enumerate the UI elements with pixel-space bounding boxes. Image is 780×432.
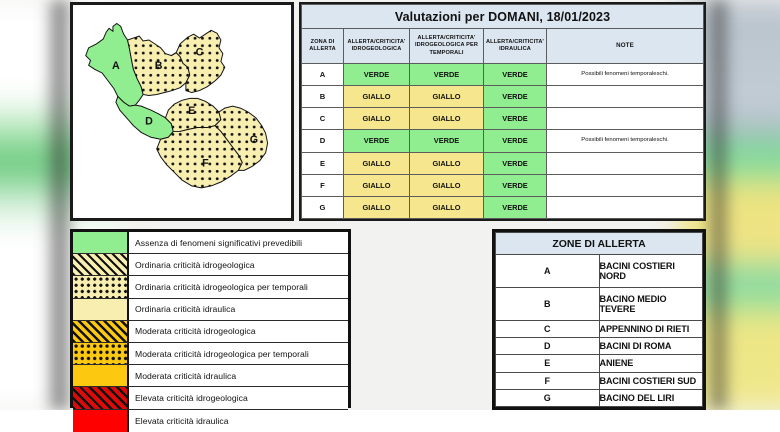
row-hydrogeological: GIALLO <box>344 108 410 130</box>
zone-name: ANIENE <box>599 355 703 372</box>
list-item <box>73 299 348 321</box>
zone-id: E <box>496 355 600 372</box>
row-zone: C <box>302 108 344 130</box>
row-hydrogeological: GIALLO <box>344 196 410 218</box>
alert-zones-table <box>495 232 703 407</box>
zone-name: BACINI COSTIERI SUD <box>599 372 703 389</box>
row-hydraulic: VERDE <box>484 86 547 108</box>
evaluation-table-panel <box>299 2 706 221</box>
legend-swatch-icon <box>73 232 129 253</box>
row-zone: G <box>302 196 344 218</box>
zone-id: B <box>496 287 600 320</box>
zone-id: D <box>496 338 600 355</box>
zone-id: C <box>496 320 600 337</box>
row-hydraulic: VERDE <box>484 174 547 196</box>
zone-id: G <box>496 389 600 406</box>
zone-name: BACINO DEL LIRI <box>599 389 703 406</box>
table-row <box>302 108 704 130</box>
row-hydrogeological-storms: VERDE <box>410 130 484 152</box>
evaluation-table <box>301 4 704 219</box>
legend-label: Ordinaria criticità idraulica <box>129 299 348 320</box>
zones-title: ZONE DI ALLERTA <box>496 233 703 255</box>
legend-swatch-icon <box>73 343 129 364</box>
header-hydraulic: ALLERTA/CRITICITA' IDRAULICA <box>484 29 547 64</box>
row-notes <box>547 174 704 196</box>
map-svg <box>73 5 291 218</box>
table-row <box>496 389 703 406</box>
alert-zones-panel <box>492 229 706 410</box>
row-hydrogeological: VERDE <box>344 64 410 86</box>
list-item <box>73 254 348 276</box>
row-hydrogeological: VERDE <box>344 130 410 152</box>
row-notes <box>547 86 704 108</box>
right-edge-shadow <box>706 0 732 410</box>
legend-label: Moderata criticità idrogeologica <box>129 321 348 342</box>
row-hydrogeological-storms: GIALLO <box>410 152 484 174</box>
map-label-f: F <box>202 157 209 170</box>
row-zone: A <box>302 64 344 86</box>
criticality-legend-panel <box>70 229 351 426</box>
list-item <box>73 321 348 343</box>
row-notes <box>547 196 704 218</box>
row-notes: Possibili fenomeni temporaleschi. <box>547 130 704 152</box>
legend-label: Ordinaria criticità idrogeologica per temporali <box>129 276 348 297</box>
legend-label: Ordinaria criticità idrogeologica <box>129 254 348 275</box>
row-zone: B <box>302 86 344 108</box>
table-row <box>496 355 703 372</box>
list-item <box>73 232 348 254</box>
map-label-e: E <box>188 104 196 117</box>
row-hydraulic: VERDE <box>484 130 547 152</box>
table-row <box>496 287 703 320</box>
table-row <box>496 338 703 355</box>
legend-swatch-icon <box>73 365 129 386</box>
row-hydraulic: VERDE <box>484 196 547 218</box>
row-hydrogeological: GIALLO <box>344 86 410 108</box>
zone-id: A <box>496 255 600 288</box>
zone-name: BACINI COSTIERI NORD <box>599 255 703 288</box>
header-hydrogeological-storms: ALLERTA/CRITICITA' IDROGEOLOGICA PER TEMPORALI <box>410 29 484 64</box>
header-zone: ZONA DI ALLERTA <box>302 29 344 64</box>
row-zone: F <box>302 174 344 196</box>
zone-id: F <box>496 372 600 389</box>
table-row <box>302 196 704 218</box>
row-zone: E <box>302 152 344 174</box>
evaluation-title: Valutazioni per DOMANI, 18/01/2023 <box>302 5 704 29</box>
row-hydraulic: VERDE <box>484 108 547 130</box>
row-zone: D <box>302 130 344 152</box>
map-label-g: G <box>249 134 259 147</box>
list-item <box>73 410 348 432</box>
table-row <box>496 320 703 337</box>
row-hydraulic: VERDE <box>484 152 547 174</box>
legend-label: Moderata criticità idraulica <box>129 365 348 386</box>
map-label-b: B <box>154 60 163 73</box>
table-row <box>496 372 703 389</box>
row-hydrogeological: GIALLO <box>344 174 410 196</box>
legend-swatch-icon <box>73 276 129 297</box>
legend-label: Elevata criticità idraulica <box>129 410 348 432</box>
table-row <box>496 255 703 288</box>
legend-swatch-icon <box>73 321 129 342</box>
row-notes <box>547 152 704 174</box>
lazio-alert-zones-map <box>70 2 294 221</box>
legend-swatch-icon <box>73 387 129 408</box>
legend-swatch-icon <box>73 254 129 275</box>
row-hydrogeological-storms: VERDE <box>410 64 484 86</box>
list-item <box>73 343 348 365</box>
header-hydrogeological: ALLERTA/CRITICITA' IDROGEOLOGICA <box>344 29 410 64</box>
row-hydrogeological: GIALLO <box>344 152 410 174</box>
list-item <box>73 387 348 409</box>
row-hydrogeological-storms: GIALLO <box>410 86 484 108</box>
map-label-a: A <box>112 60 120 73</box>
row-hydrogeological-storms: GIALLO <box>410 174 484 196</box>
legend-swatch-icon <box>73 410 129 432</box>
header-notes: NOTE <box>547 29 704 64</box>
table-row <box>302 152 704 174</box>
zone-name: BACINO MEDIO TEVERE <box>599 287 703 320</box>
row-hydraulic: VERDE <box>484 64 547 86</box>
legend-swatch-icon <box>73 299 129 320</box>
list-item <box>73 365 348 387</box>
row-notes: Possibili fenomeni temporaleschi. <box>547 64 704 86</box>
row-notes <box>547 108 704 130</box>
table-row <box>302 130 704 152</box>
legend-label: Elevata criticità idrogeologica <box>129 387 348 408</box>
row-hydrogeological-storms: GIALLO <box>410 196 484 218</box>
zone-name: APPENNINO DI RIETI <box>599 320 703 337</box>
row-hydrogeological-storms: GIALLO <box>410 108 484 130</box>
map-label-c: C <box>195 46 204 59</box>
table-row <box>302 174 704 196</box>
legend-label: Assenza di fenomeni significativi prevedibili <box>129 232 348 253</box>
list-item <box>73 276 348 298</box>
zone-name: BACINI DI ROMA <box>599 338 703 355</box>
table-row <box>302 64 704 86</box>
table-row <box>302 86 704 108</box>
legend-label: Moderata criticità idrogeologica per temporali <box>129 343 348 364</box>
map-label-d: D <box>145 115 153 128</box>
